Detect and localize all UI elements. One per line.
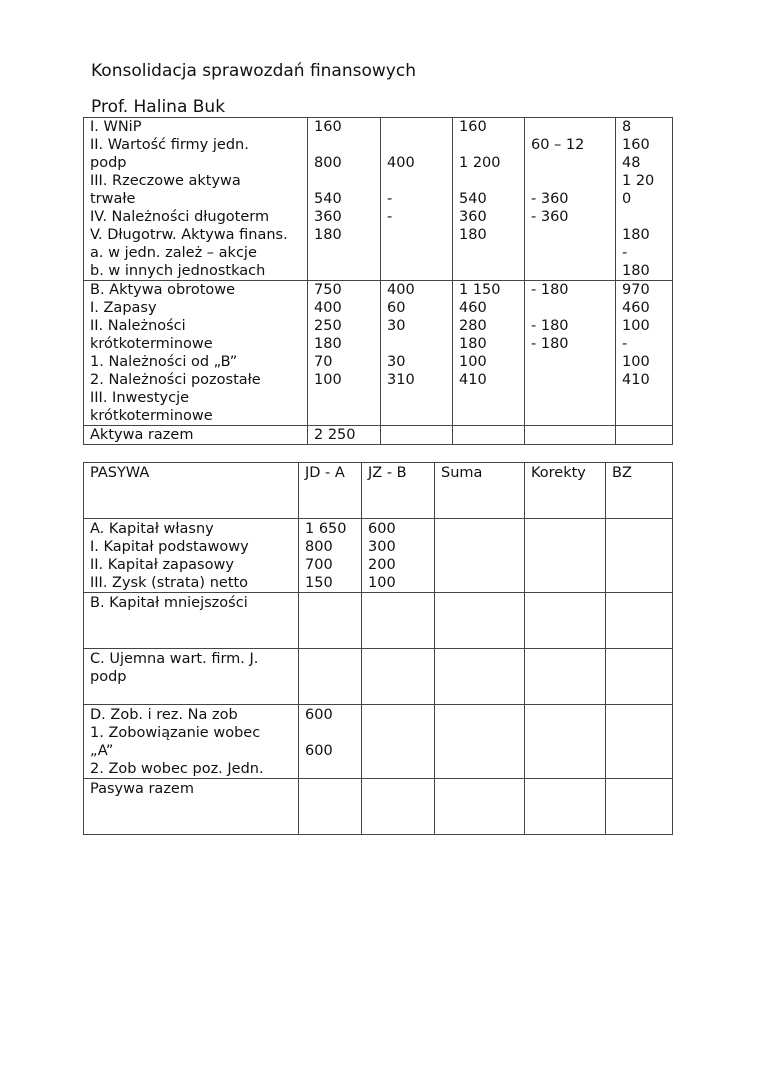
cell-line: 600 (368, 521, 396, 537)
cell-line: 100 (368, 575, 396, 591)
assets-fixed-labels (84, 118, 308, 281)
cell-line (387, 118, 446, 136)
cell-line: 180 (459, 336, 487, 352)
cell-line: 100 (622, 354, 650, 370)
cell-line: trwałe (90, 191, 136, 207)
cell-line: 750 (314, 282, 342, 298)
cell-line: I. Zapasy (90, 300, 157, 316)
cell-line (459, 244, 518, 262)
cell-line (314, 262, 374, 280)
cell-line: 180 (459, 227, 487, 243)
cell-line: 300 (368, 539, 396, 555)
cell-line (314, 407, 374, 425)
cell-line (531, 172, 609, 190)
equity-row (84, 519, 673, 593)
cell-line: - 360 (531, 191, 569, 207)
cell-line (387, 335, 446, 353)
assets-row-fixed (84, 118, 673, 281)
cell-line: 0 (622, 191, 632, 207)
cell-line: 48 (622, 155, 641, 171)
cell-line: 2. Zob wobec poz. Jedn. (90, 761, 264, 777)
cell-line: 100 (622, 318, 650, 334)
equity-jz-b (362, 519, 435, 593)
cell-line (387, 407, 446, 425)
negative-goodwill-label: C. Ujemna wart. firm. J. podp (84, 649, 299, 705)
cell-line (387, 262, 446, 280)
cell-line: 700 (305, 557, 333, 573)
liabilities-jd-a (299, 705, 362, 779)
cell-line: 150 (305, 575, 333, 591)
cell-line: 1 150 (459, 282, 501, 298)
cell-line: A. Kapitał własny (90, 521, 214, 537)
header-suma: Suma (435, 463, 525, 519)
cell-line: 160 (622, 137, 650, 153)
cell-line (459, 172, 518, 190)
cell-line: II. Kapitał zapasowy (90, 557, 234, 573)
minority-label: B. Kapitał mniejszości (84, 593, 299, 649)
cell-line (531, 262, 609, 280)
cell-line: - (622, 245, 628, 261)
cell-line: 70 (314, 354, 333, 370)
cell-line: D. Zob. i rez. Na zob (90, 707, 238, 723)
cell-line: 360 (314, 209, 342, 225)
assets-row-current (84, 281, 673, 426)
cell-line (314, 244, 374, 262)
cell-line: 410 (622, 372, 650, 388)
assets-row-total (84, 426, 673, 445)
cell-line: 460 (459, 300, 487, 316)
cell-line (387, 172, 446, 190)
cell-line: - 180 (531, 282, 569, 298)
cell-line (459, 407, 518, 425)
header-jz-b: JZ - B (362, 463, 435, 519)
cell-line: 160 (459, 119, 487, 135)
cell-line: 160 (314, 119, 342, 135)
cell-line: 30 (387, 354, 406, 370)
cell-line: 100 (459, 354, 487, 370)
cell-line: 600 (305, 707, 333, 723)
minority-row (84, 593, 673, 649)
cell-line: - 180 (531, 318, 569, 334)
header-pasywa: PASYWA (84, 463, 299, 519)
liabilities-total-label: Pasywa razem (84, 779, 299, 835)
cell-line: 400 (314, 300, 342, 316)
cell-line: 30 (387, 318, 406, 334)
cell-line: 180 (622, 263, 650, 279)
cell-line: 800 (314, 155, 342, 171)
cell-line: 310 (387, 372, 415, 388)
assets-current-jd-a (308, 281, 381, 426)
cell-line (314, 389, 374, 407)
liabilities-header-row (84, 463, 673, 519)
cell-line: 400 (387, 282, 415, 298)
cell-line: IV. Należności długoterm (90, 209, 270, 225)
assets-total-jd-a: 2 250 (308, 426, 381, 445)
cell-line (387, 389, 446, 407)
liabilities-table (83, 462, 673, 835)
assets-current-jz-b (381, 281, 453, 426)
cell-line: a. w jedn. zależ – akcje (90, 245, 257, 261)
equity-jd-a (299, 519, 362, 593)
assets-fixed-korekty (525, 118, 616, 281)
cell-line (622, 407, 666, 425)
cell-line: 180 (314, 227, 342, 243)
document-author: Prof. Halina Buk (91, 97, 226, 117)
cell-line: 60 (387, 300, 406, 316)
cell-line: I. WNiP (90, 119, 142, 135)
cell-line: - 180 (531, 336, 569, 352)
cell-line: krótkoterminowe (90, 336, 213, 352)
cell-line (531, 154, 609, 172)
cell-line: III. Inwestycje (90, 390, 190, 406)
cell-line: 180 (622, 227, 650, 243)
cell-line: 1. Zobowiązanie wobec (90, 725, 261, 741)
cell-line: 540 (314, 191, 342, 207)
cell-line: podp (90, 155, 127, 171)
header-jd-a: JD - A (299, 463, 362, 519)
assets-current-labels (84, 281, 308, 426)
cell-line: - (622, 336, 628, 352)
cell-line (531, 299, 609, 317)
cell-line (305, 760, 355, 778)
document-title: Konsolidacja sprawozdań finansowych (91, 61, 416, 81)
cell-line: III. Rzeczowe aktywa (90, 173, 241, 189)
cell-line (305, 724, 355, 742)
cell-line: - (387, 191, 393, 207)
cell-line: 2. Należności pozostałe (90, 372, 261, 388)
cell-line (531, 371, 609, 389)
cell-line (459, 136, 518, 154)
cell-line: 360 (459, 209, 487, 225)
cell-line (531, 226, 609, 244)
cell-line: krótkoterminowe (90, 408, 213, 424)
liabilities-row (84, 705, 673, 779)
cell-line (531, 389, 609, 407)
cell-line: 540 (459, 191, 487, 207)
cell-line: V. Długotrw. Aktywa finans. (90, 227, 288, 243)
cell-line: 460 (622, 300, 650, 316)
cell-line (531, 118, 609, 136)
cell-line (387, 136, 446, 154)
cell-line: 600 (305, 743, 333, 759)
assets-fixed-jz-b (381, 118, 453, 281)
cell-line: 1 20 (622, 173, 655, 189)
liabilities-total-row (84, 779, 673, 835)
cell-line: 1 650 (305, 521, 347, 537)
cell-line (459, 262, 518, 280)
cell-line: B. Aktywa obrotowe (90, 282, 236, 298)
cell-line (314, 136, 374, 154)
assets-current-suma (453, 281, 525, 426)
cell-line: - 360 (531, 209, 569, 225)
assets-current-bz (616, 281, 673, 426)
header-korekty: Korekty (525, 463, 606, 519)
cell-line (531, 407, 609, 425)
cell-line: - (387, 209, 393, 225)
cell-line (622, 389, 666, 407)
cell-line: 100 (314, 372, 342, 388)
cell-line: III. Zysk (strata) netto (90, 575, 249, 591)
cell-line (531, 353, 609, 371)
cell-line (314, 172, 374, 190)
cell-line: 970 (622, 282, 650, 298)
cell-line: 200 (368, 557, 396, 573)
cell-line: 800 (305, 539, 333, 555)
cell-line: 1 200 (459, 155, 501, 171)
cell-line: 410 (459, 372, 487, 388)
cell-line: 1. Należności od „B” (90, 354, 238, 370)
assets-total-label: Aktywa razem (84, 426, 308, 445)
assets-fixed-jd-a (308, 118, 381, 281)
assets-table (83, 117, 673, 445)
cell-line (531, 244, 609, 262)
cell-line: 250 (314, 318, 342, 334)
cell-line: II. Należności (90, 318, 186, 334)
cell-line: 280 (459, 318, 487, 334)
cell-line: 8 (622, 119, 632, 135)
assets-current-korekty (525, 281, 616, 426)
cell-line (387, 244, 446, 262)
assets-fixed-bz (616, 118, 673, 281)
cell-line (622, 208, 666, 226)
cell-line: 400 (387, 155, 415, 171)
cell-line (387, 226, 446, 244)
negative-goodwill-row (84, 649, 673, 705)
assets-fixed-suma (453, 118, 525, 281)
cell-line: I. Kapitał podstawowy (90, 539, 249, 555)
liabilities-labels (84, 705, 299, 779)
cell-line: 180 (314, 336, 342, 352)
cell-line: II. Wartość firmy jedn. (90, 137, 249, 153)
header-bz: BZ (606, 463, 673, 519)
cell-line: b. w innych jednostkach (90, 263, 266, 279)
equity-labels (84, 519, 299, 593)
cell-line: 60 – 12 (531, 137, 585, 153)
cell-line (459, 389, 518, 407)
cell-line: „A” (90, 743, 114, 759)
